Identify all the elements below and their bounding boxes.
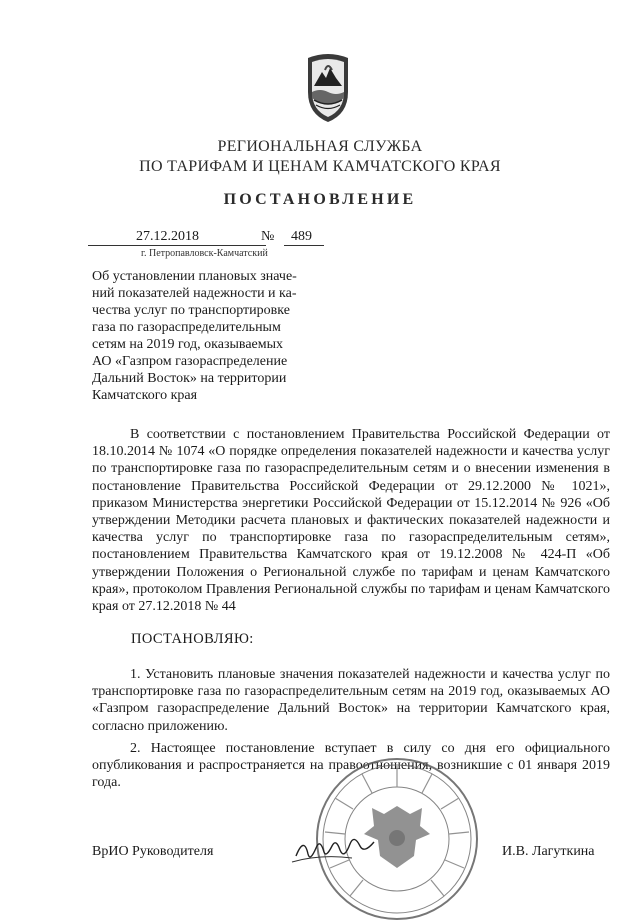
date-underline (88, 245, 266, 246)
signer-name: И.В. Лагуткина (502, 844, 595, 859)
city-label: г. Петропавловск-Камчатский (141, 248, 268, 259)
subject-line: газа по газораспределительным (92, 320, 281, 335)
number-sign: № (261, 229, 275, 244)
clause-1: 1. Установить плановые значения показателей надежности и качества услуг по транспортировке газа по газораспределительным сетям на 2019 год, оказываемых АО «Газпром газораспределение Дальний Восток» на территории Камчатского края, согласно приложению. (92, 667, 610, 734)
subject-line: Камчатского края (92, 388, 198, 403)
signer-position: ВрИО Руководителя (92, 844, 214, 859)
organization-name-line1: РЕГИОНАЛЬНАЯ СЛУЖБА (217, 138, 423, 155)
clause-2: 2. Настоящее постановление вступает в силу со дня его официального опубликования и распространяется на правоотношения, возникшие с 01 января 2019 года. (92, 741, 610, 791)
subject-line: Дальний Восток» на территории (92, 371, 287, 386)
document-type-title: ПОСТАНОВЛЕНИЕ (223, 191, 417, 208)
kamchatka-coat-of-arms-icon (302, 50, 354, 124)
handwritten-signature-icon (290, 828, 380, 868)
preamble-paragraph: В соответствии с постановлением Правительства Российской Федерации от 18.10.2014 № 1074 «О порядке определения показателей надежности и качества услуг по транспортировке газа по газораспределительным сетям и о внесении изменения в постановление Правительства Российской Федерации от 29.12.2000 № 1021», приказом Министерства энергетики Российской Федерации от 15.12.2014 № 926 «Об утверждении Методики расчета плановых и фактических показателей надежности и качества услуг по транспортировке газа по газораспределительным сетям», постановлением Правительства Камчатского края от 19.12.2008 № 424-П «Об утверждении Положения о Региональной службе по тарифам и ценам Камчатского края», протоколом Правления Региональной службы по тарифам и ценам Камчатского края от 27.12.2018 № 44 (92, 427, 610, 615)
subject-line: чества услуг по транспортировке (92, 303, 290, 318)
subject-line: ний показателей надежности и ка- (92, 286, 297, 301)
date-number-line (88, 229, 328, 249)
number-underline (284, 245, 324, 246)
organization-name-line2: ПО ТАРИФАМ И ЦЕНАМ КАМЧАТСКОГО КРАЯ (139, 158, 501, 175)
decree-heading: ПОСТАНОВЛЯЮ: (131, 631, 254, 647)
subject-line: сетям на 2019 год, оказываемых (92, 337, 284, 352)
document-number: 489 (291, 229, 312, 244)
subject-line: Об установлении плановых значе- (92, 269, 297, 284)
document-subject (92, 268, 328, 404)
document-date: 27.12.2018 (136, 229, 199, 244)
subject-line: АО «Газпром газораспределение (92, 354, 288, 369)
